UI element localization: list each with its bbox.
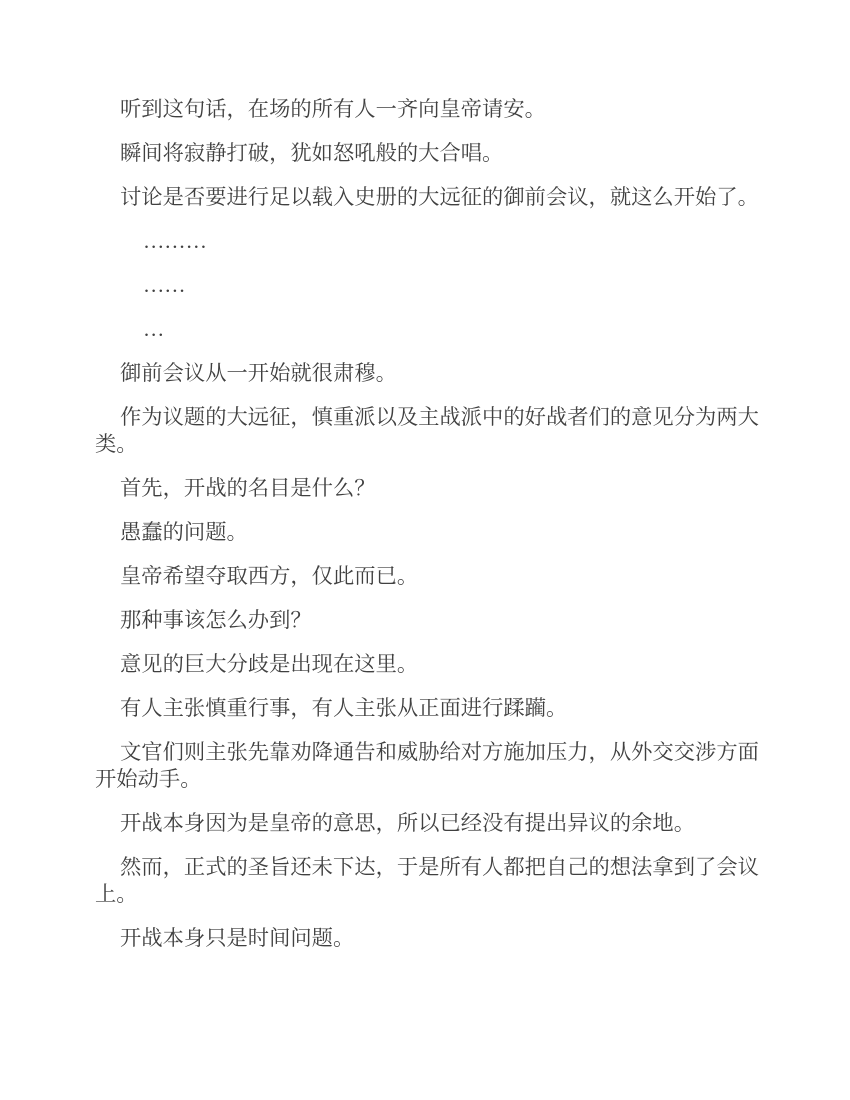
ellipsis-paragraph: ……… bbox=[143, 229, 207, 253]
ellipsis-paragraph: …… bbox=[143, 273, 186, 297]
paragraph: 那种事该怎么办到？ bbox=[120, 608, 312, 632]
paragraph: 愚蠢的问题。 bbox=[120, 520, 248, 544]
paragraph: 讨论是否要进行足以载入史册的大远征的御前会议，就这么开始了。 bbox=[120, 185, 759, 209]
paragraph: 皇帝希望夺取西方，仅此而已。 bbox=[120, 564, 419, 588]
paragraph: 然而，正式的圣旨还未下达，于是所有人都把自己的想法拿到了会议上。 bbox=[95, 855, 759, 906]
paragraph: 文官们则主张先靠劝降通告和威胁给对方施加压力，从外交交涉方面开始动手。 bbox=[95, 740, 759, 791]
paragraph: 作为议题的大远征，慎重派以及主战派中的好战者们的意见分为两大类。 bbox=[95, 405, 759, 456]
paragraph: 御前会议从一开始就很肃穆。 bbox=[120, 361, 397, 385]
paragraph: 开战本身只是时间问题。 bbox=[120, 926, 355, 950]
paragraph: 开战本身因为是皇帝的意思，所以已经没有提出异议的余地。 bbox=[120, 811, 696, 835]
paragraph: 听到这句话，在场的所有人一齐向皇帝请安。 bbox=[120, 97, 546, 121]
paragraph: 瞬间将寂静打破，犹如怒吼般的大合唱。 bbox=[120, 141, 504, 165]
paragraph: 意见的巨大分歧是出现在这里。 bbox=[120, 652, 419, 676]
paragraph-list bbox=[95, 96, 767, 952]
paragraph: 有人主张慎重行事，有人主张从正面进行蹂躏。 bbox=[120, 696, 568, 720]
ellipsis-paragraph: … bbox=[143, 317, 165, 341]
paragraph: 首先，开战的名目是什么？ bbox=[120, 476, 376, 500]
